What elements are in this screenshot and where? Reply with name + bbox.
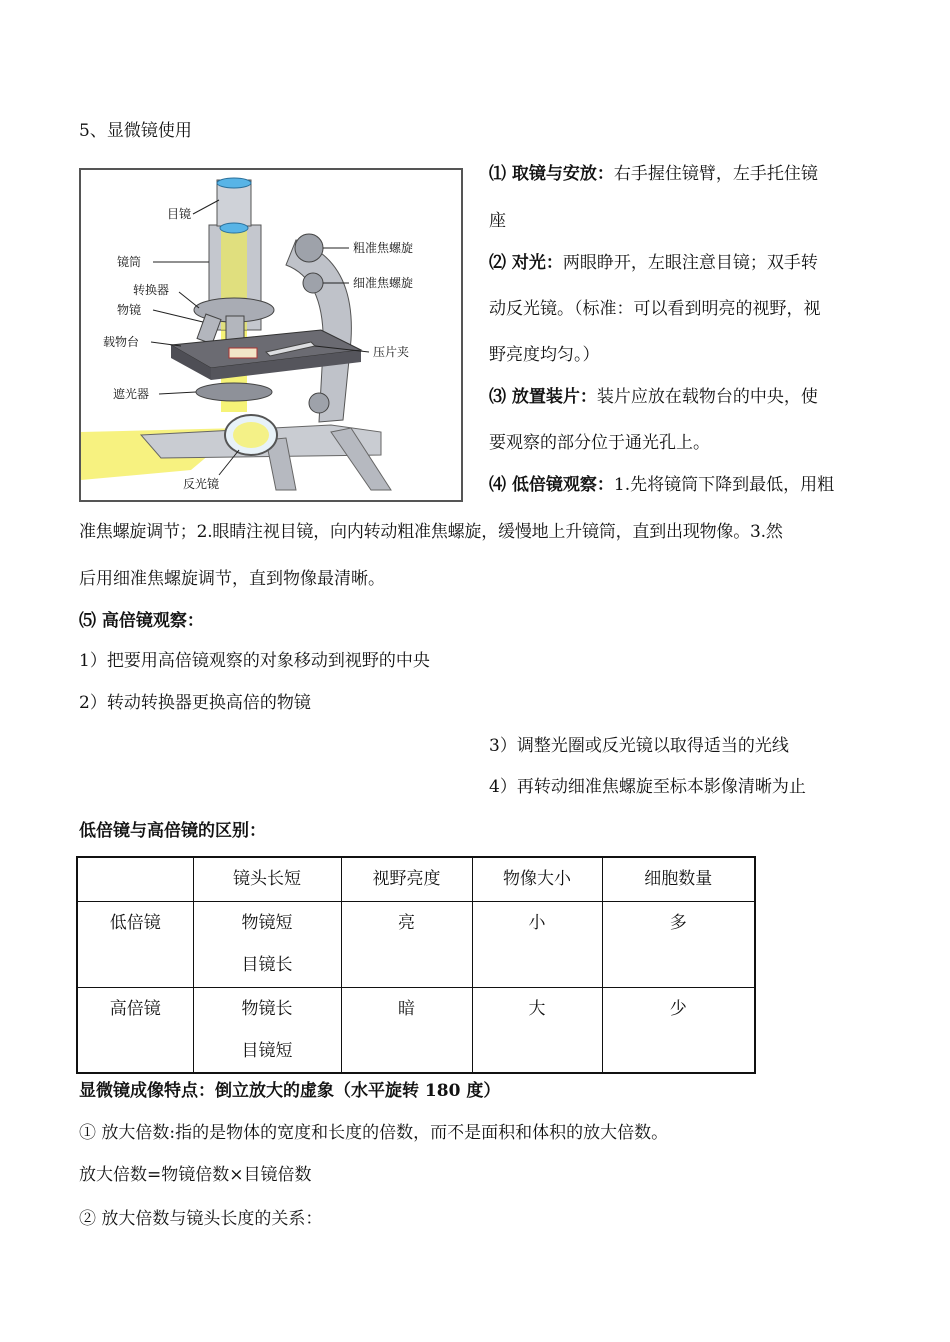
label-diaphragm: 遮光器 bbox=[113, 387, 150, 401]
table-row bbox=[77, 987, 755, 1073]
label-tube: 镜筒 bbox=[117, 255, 142, 269]
high-power-item-2: 2）转动转换器更换高倍的物镜 bbox=[79, 693, 311, 713]
table-header-cell bbox=[77, 857, 193, 901]
diaphragm bbox=[196, 383, 272, 401]
label-stage-clip: 压片夹 bbox=[373, 345, 410, 359]
label-stage: 载物台 bbox=[103, 335, 140, 349]
magnification-definition: ① 放大倍数:指的是物体的宽度和长度的倍数，而不是面积和体积的放大倍数。 bbox=[79, 1123, 669, 1143]
step-1-cont: 座 bbox=[489, 211, 506, 231]
label-mirror: 反光镜 bbox=[183, 477, 220, 491]
step-4-label: ⑷ 低倍镜观察： bbox=[489, 475, 614, 495]
step-1-text: 右手握住镜臂，左手托住镜 bbox=[613, 164, 818, 184]
label-objective: 物镜 bbox=[117, 303, 142, 317]
microscope-figure bbox=[79, 168, 463, 502]
step-1-label: ⑴ 取镜与安放： bbox=[489, 164, 614, 184]
step-2-cont-2: 野亮度均匀。） bbox=[489, 345, 600, 365]
high-power-item-4: 4）再转动细准焦螺旋至标本影像清晰为止 bbox=[489, 777, 806, 797]
table-header-cell: 细胞数量 bbox=[602, 857, 755, 901]
table-cell-brightness: 亮 bbox=[341, 901, 472, 987]
step-3-label: ⑶ 放置装片： bbox=[489, 387, 597, 407]
table-cell-lens-a: 物镜短 bbox=[241, 912, 293, 933]
high-power-item-3: 3）调整光圈或反光镜以取得适当的光线 bbox=[489, 736, 789, 756]
high-power-item-1: 1）把要用高倍镜观察的对象移动到视野的中央 bbox=[79, 651, 430, 671]
label-eyepiece: 目镜 bbox=[167, 207, 192, 221]
step-4-text: 1.先将镜筒下降到最低，用粗 bbox=[613, 475, 835, 495]
step-2 bbox=[489, 252, 818, 274]
slide bbox=[229, 348, 257, 358]
table-cell-lens-a: 物镜长 bbox=[241, 998, 293, 1019]
table-cell-lens bbox=[193, 901, 341, 987]
table-cell-size: 大 bbox=[472, 987, 602, 1073]
table-header-cell: 视野亮度 bbox=[341, 857, 472, 901]
step-4-cont-1: 准焦螺旋调节；2.眼睛注视目镜，向内转动粗准焦螺旋，缓慢地上升镜筒，直到出现物像。3.然 bbox=[79, 522, 783, 542]
comparison-table bbox=[76, 856, 756, 1074]
step-3-cont: 要观察的部分位于通光孔上。 bbox=[489, 433, 710, 453]
step-3-text: 装片应放在载物台的中央，使 bbox=[596, 387, 818, 407]
label-fine-focus: 细准焦螺旋 bbox=[353, 276, 414, 290]
step-2-cont-1: 动反光镜。（标准：可以看到明亮的视野，视 bbox=[489, 299, 821, 319]
step-1 bbox=[489, 163, 818, 185]
coarse-knob bbox=[295, 234, 323, 262]
table-cell-brightness: 暗 bbox=[341, 987, 472, 1073]
high-power-heading: ⑸ 高倍镜观察： bbox=[79, 611, 204, 631]
step-4-cont-2: 后用细准焦螺旋调节，直到物像最清晰。 bbox=[79, 569, 385, 589]
step-3 bbox=[489, 386, 818, 408]
magnification-formula: 放大倍数=物镜倍数×目镜倍数 bbox=[79, 1165, 312, 1185]
step-4 bbox=[489, 474, 834, 496]
table-cell-lens-b: 目镜长 bbox=[241, 954, 293, 975]
table-header-cell: 镜头长短 bbox=[193, 857, 341, 901]
step-2-label: ⑵ 对光： bbox=[489, 253, 563, 273]
table-cell-name: 低倍镜 bbox=[77, 901, 193, 987]
table-header-row bbox=[77, 857, 755, 901]
step-2-text: 两眼睁开，左眼注意目镜；双手转 bbox=[562, 253, 818, 273]
objective-left bbox=[197, 314, 221, 344]
table-header-cell: 物像大小 bbox=[472, 857, 602, 901]
imaging-title: 显微镜成像特点：倒立放大的虚象（水平旋转 180 度） bbox=[79, 1081, 501, 1101]
table-cell-name: 高倍镜 bbox=[77, 987, 193, 1073]
table-cell-size: 小 bbox=[472, 901, 602, 987]
microscope-diagram bbox=[81, 170, 461, 500]
table-cell-count: 多 bbox=[602, 901, 755, 987]
fine-knob bbox=[303, 273, 323, 293]
label-coarse-focus: 粗准焦螺旋 bbox=[353, 241, 414, 255]
table-title: 低倍镜与高倍镜的区别： bbox=[79, 821, 266, 841]
eyepiece-lens bbox=[217, 178, 251, 188]
magnification-lens-relation: ② 放大倍数与镜头长度的关系： bbox=[79, 1209, 323, 1229]
table-cell-lens bbox=[193, 987, 341, 1073]
table-cell-lens-b: 目镜短 bbox=[241, 1040, 293, 1061]
label-nosepiece: 转换器 bbox=[133, 283, 170, 297]
table-cell-count: 少 bbox=[602, 987, 755, 1073]
table-row bbox=[77, 901, 755, 987]
section-title: 5、显微镜使用 bbox=[79, 121, 192, 141]
